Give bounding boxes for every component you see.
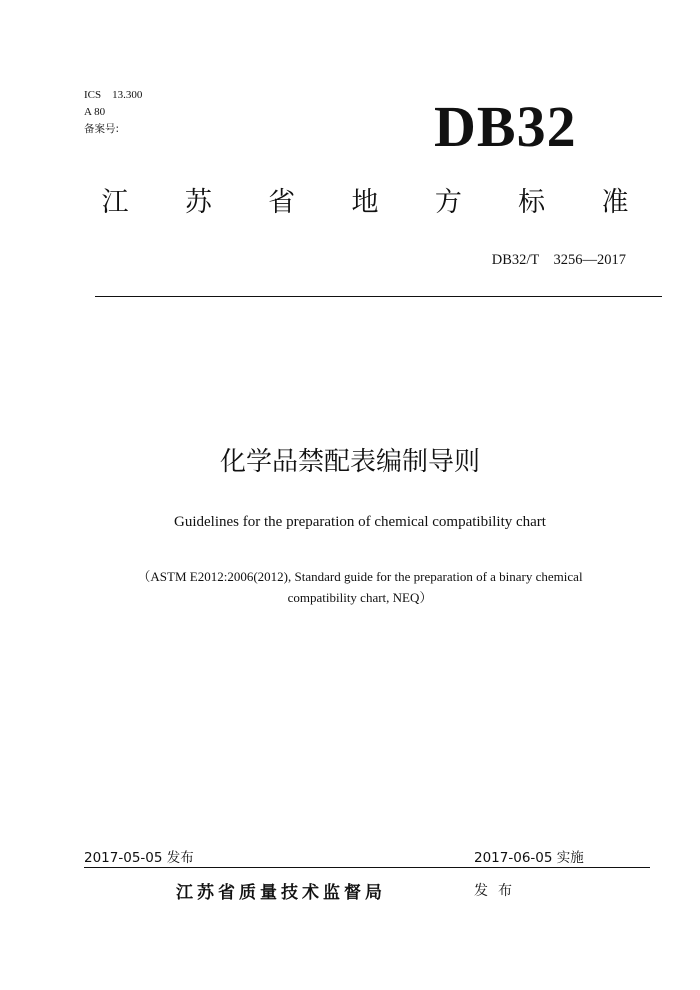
standard-type-char: 标 (518, 187, 546, 218)
standard-number: DB32/T 3256—2017 (491, 252, 626, 268)
record-number-label: 备案号: (84, 123, 120, 135)
standard-type-char: 方 (434, 187, 462, 218)
issue-label: 发布 (474, 883, 522, 899)
issuing-authority: 江苏省质量技术监督局 (176, 883, 386, 903)
title-english: Guidelines for the preparation of chemical compatibility chart (174, 514, 546, 530)
implementation-date: 2017-06-05 实施 (474, 850, 584, 866)
db32-logo: DB32 (434, 94, 577, 159)
standard-type-char: 准 (601, 187, 629, 218)
ics-code: ICS 13.300 (84, 89, 143, 101)
bottom-divider (84, 867, 650, 868)
standard-type-char: 苏 (184, 187, 212, 218)
adoption-line-2: compatibility chart, NEQ） (287, 590, 433, 605)
adoption-statement (90, 566, 630, 608)
top-divider (95, 296, 662, 297)
standard-type-heading (95, 185, 635, 221)
standard-type-char: 地 (351, 187, 379, 218)
title-chinese: 化学品禁配表编制导则 (219, 447, 480, 477)
class-code: A 80 (84, 106, 106, 118)
standard-type-char: 省 (268, 187, 296, 218)
issue-date: 2017-05-05 发布 (84, 850, 194, 866)
standard-type-char: 江 (101, 187, 129, 218)
adoption-line-1: （ASTM E2012:2006(2012), Standard guide for the preparation of a binary chemical (137, 569, 583, 584)
